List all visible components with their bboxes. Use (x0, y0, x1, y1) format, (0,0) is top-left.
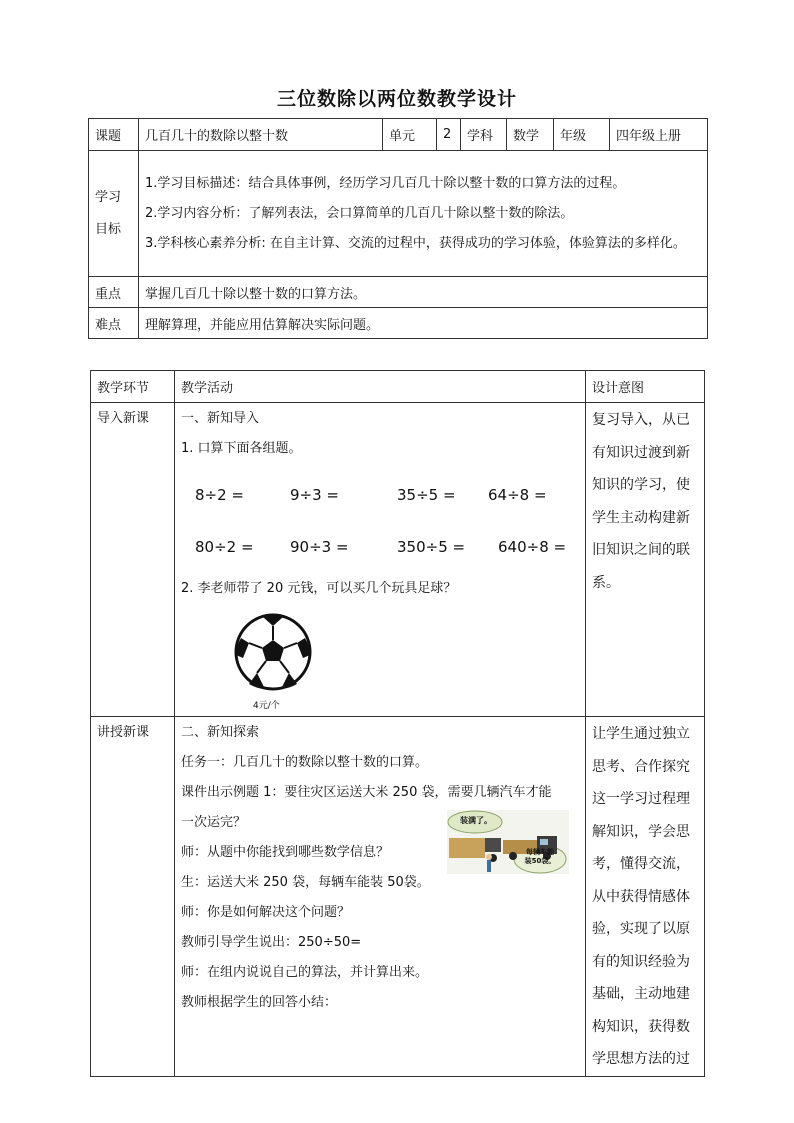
explore-dialog-5: 师：在组内说说自己的算法，并计算出来。 (181, 965, 429, 980)
subject-value: 数学 (507, 119, 554, 151)
problem: 640÷8 = (498, 538, 567, 556)
ball-price: 4元/个 (253, 701, 280, 711)
goals-label-line-2: 目标 (95, 221, 122, 237)
soccer-ball-figure (181, 604, 579, 716)
explore-dialog-2: 生：运送大米 250 袋，每辆车能装 50袋。 (181, 875, 430, 890)
intro-q2: 2. 李老师带了 20 元钱，可以买几个玩具足球？ (181, 581, 457, 596)
intro-activity (175, 403, 586, 717)
problem: 8÷2 = (195, 486, 244, 504)
problem: 35÷5 = (397, 486, 456, 504)
intro-q1: 1. 口算下面各组题。 (181, 441, 302, 456)
lesson-label: 课题 (89, 119, 139, 151)
problem: 90÷3 = (290, 538, 349, 556)
problem: 80÷2 = (195, 538, 254, 556)
problem: 9÷3 = (290, 486, 339, 504)
lesson-info-table (88, 118, 708, 339)
explore-dialog-1: 师：从题中你能找到哪些数学信息？ (181, 845, 390, 860)
explore-dialog-3: 师：你是如何解决这个问题？ (181, 905, 351, 920)
key-value: 掌握几百几十除以整十数的口算方法。 (139, 277, 708, 308)
explore-activity (175, 717, 586, 1077)
document-title: 三位数除以两位数教学设计 (276, 88, 517, 110)
difficulty-value: 理解算理，并能应用估算解决实际问题。 (139, 308, 708, 339)
explore-dialog-6: 教师根据学生的回答小结： (181, 995, 338, 1010)
grade-label: 年级 (554, 119, 610, 151)
explore-example-line-1: 课件出示例题 1：要往灾区运送大米 250 袋，需要几辆汽车才能 (181, 785, 552, 800)
truck-illustration (447, 810, 569, 874)
intro-design: 复习导入，从已有知识过渡到新知识的学习，使学生主动构建新旧知识之间的联系。 (586, 403, 705, 717)
explore-example-line-2: 一次运完？ (181, 815, 247, 830)
intro-heading: 一、新知导入 (181, 411, 260, 426)
explore-design: 让学生通过独立思考、合作探究这一学习过程理解知识，学会思考，懂得交流，从中获得情感体验，实现了以原有的知识经验为基础，主动地建构知识，获得数学思想方法的过 (586, 717, 705, 1077)
explore-stage-label: 讲授新课 (97, 725, 150, 740)
intro-stage (91, 403, 175, 717)
header-design: 设计意图 (586, 371, 705, 403)
header-activity: 教学活动 (175, 371, 586, 403)
soccer-ball-icon (233, 612, 313, 692)
lesson-value: 几百几十的数除以整十数 (139, 119, 383, 151)
unit-value: 2 (437, 119, 461, 151)
problem: 64÷8 = (488, 486, 547, 504)
goal-item-1: 1.学习目标描述：结合具体事例，经历学习几百几十除以整十数的口算方法的过程。 (145, 175, 626, 191)
unit-label: 单元 (383, 119, 437, 151)
problem: 350÷5 = (397, 538, 466, 556)
goals-cell (139, 151, 708, 277)
goal-item-2: 2.学习内容分析：了解列表法，会口算简单的几百几十除以整十数的除法。 (145, 205, 574, 221)
explore-dialog-4: 教师引导学生说出：250÷50= (181, 935, 362, 950)
goals-label-line-1: 学习 (95, 189, 122, 205)
truck-speech-bubble-2: 每辆车能装50袋。 (524, 848, 556, 865)
goal-item-3: 3.学科核心素养分析: 在自主计算、交流的过程中，获得成功的学习体验，体验算法的多样化。 (145, 235, 686, 251)
key-label: 重点 (89, 277, 139, 308)
explore-task: 任务一：几百几十的数除以整十数的口算。 (181, 755, 429, 770)
subject-label: 学科 (461, 119, 507, 151)
teaching-plan-table (90, 370, 705, 1077)
header-stage: 教学环节 (91, 371, 175, 403)
explore-stage (91, 717, 175, 1077)
intro-stage-label: 导入新课 (97, 411, 150, 426)
truck-speech-bubble-1: 装满了。 (460, 816, 492, 825)
grade-value: 四年级上册 (610, 119, 708, 151)
difficulty-label: 难点 (89, 308, 139, 339)
mental-math-problems (181, 464, 579, 574)
goals-label (89, 151, 139, 277)
explore-heading: 二、新知探索 (181, 725, 260, 740)
